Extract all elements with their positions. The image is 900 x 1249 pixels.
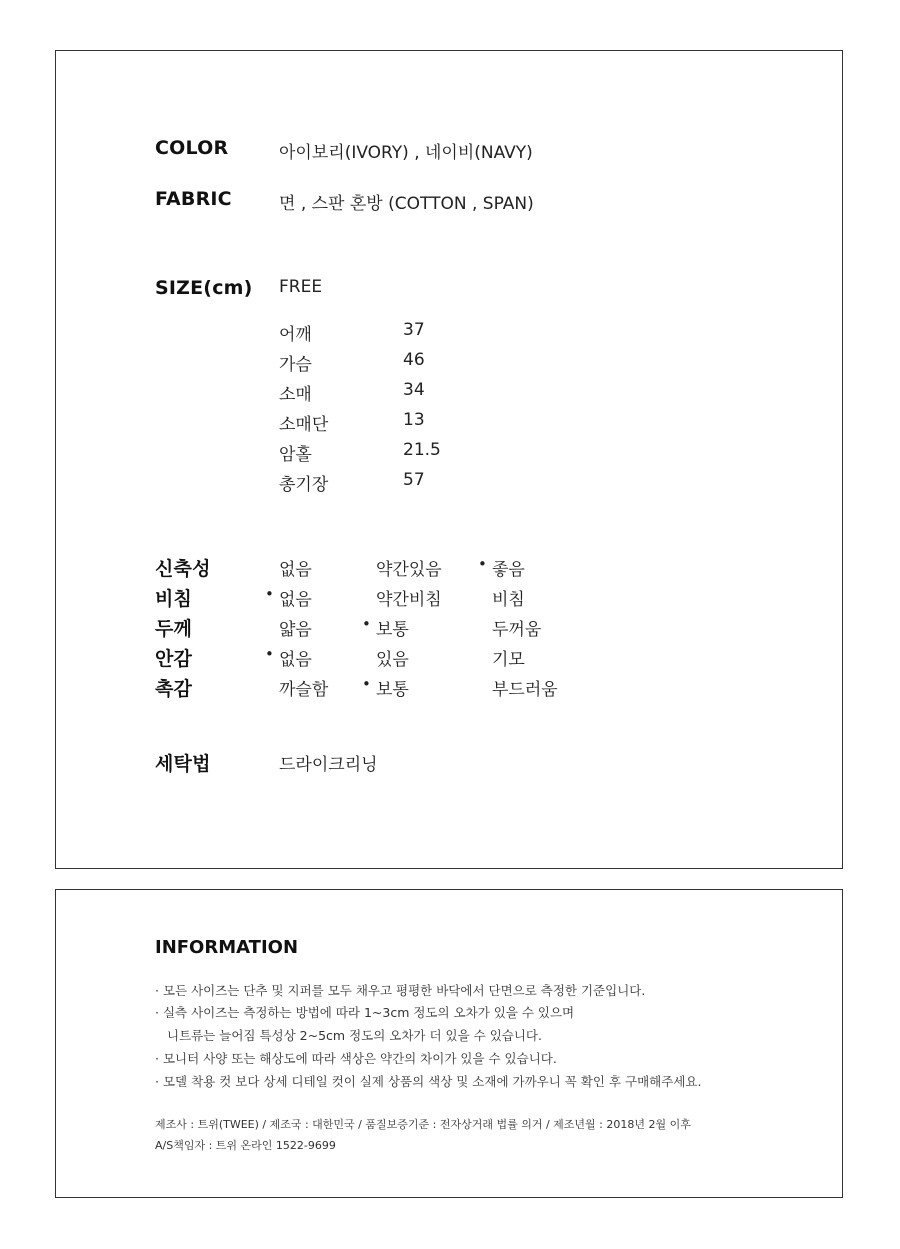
information-note: · 실측 사이즈는 측정하는 방법에 따라 1~3cm 정도의 오차가 있을 수 있으며 — [155, 1005, 575, 1020]
property-label: 비침 — [155, 588, 193, 610]
property-option: 비침 — [492, 590, 525, 610]
property-option: 까슬함 — [279, 680, 329, 700]
selected-bullet-icon: • — [362, 675, 371, 693]
property-option: 약간있음 — [376, 560, 442, 580]
size-row-value: 37 — [403, 320, 425, 340]
size-row-value: 21.5 — [403, 440, 441, 460]
size-row-name: 암홀 — [279, 445, 312, 465]
washing-label: 세탁법 — [155, 753, 211, 775]
selected-bullet-icon: • — [265, 645, 274, 663]
as-contact-info: A/S책임자 : 트위 온라인 1522-9699 — [155, 1139, 336, 1152]
information-box — [55, 889, 843, 1198]
product-spec-box — [55, 50, 843, 869]
information-note: · 모니터 사양 또는 해상도에 따라 색상은 약간의 차이가 있을 수 있습니다. — [155, 1051, 557, 1066]
information-note: · 모든 사이즈는 단추 및 지퍼를 모두 채우고 평평한 바닥에서 단면으로 측정한 기준입니다. — [155, 983, 646, 998]
size-row-value: 34 — [403, 380, 425, 400]
property-option: • 없음 — [265, 585, 312, 610]
selected-bullet-icon: • — [478, 555, 487, 573]
property-option: 약간비침 — [376, 590, 442, 610]
property-option: • 보통 — [362, 615, 409, 640]
information-title: INFORMATION — [155, 937, 299, 958]
size-row-name: 가슴 — [279, 355, 312, 375]
property-option: 있음 — [376, 650, 409, 670]
size-row-name: 어깨 — [279, 325, 312, 345]
property-option: 두꺼움 — [492, 620, 542, 640]
information-note: · 모델 착용 컷 보다 상세 디테일 컷이 실제 상품의 색상 및 소재에 가까우니 꼭 확인 후 구매해주세요. — [155, 1074, 702, 1089]
selected-bullet-icon: • — [265, 585, 274, 603]
property-label: 촉감 — [155, 678, 193, 700]
property-label: 두께 — [155, 618, 193, 640]
property-option: • 없음 — [265, 645, 312, 670]
property-option: 없음 — [279, 560, 312, 580]
color-label: COLOR — [155, 137, 229, 159]
washing-value: 드라이크리닝 — [279, 755, 378, 775]
fabric-value: 면 , 스판 혼방 (COTTON , SPAN) — [279, 194, 534, 214]
property-label: 안감 — [155, 648, 193, 670]
property-label: 신축성 — [155, 558, 211, 580]
size-row-value: 57 — [403, 470, 425, 490]
property-option: 얇음 — [279, 620, 312, 640]
property-option: • 좋음 — [478, 555, 525, 580]
fabric-label: FABRIC — [155, 188, 232, 210]
property-option: • 보통 — [362, 675, 409, 700]
color-value: 아이보리(IVORY) , 네이비(NAVY) — [279, 143, 533, 163]
size-row-name: 소매단 — [279, 415, 329, 435]
selected-bullet-icon: • — [362, 615, 371, 633]
information-note: 니트류는 늘어짐 특성상 2~5cm 정도의 오차가 더 있을 수 있습니다. — [167, 1028, 542, 1043]
size-value: FREE — [279, 277, 323, 297]
size-row-name: 소매 — [279, 385, 312, 405]
property-option: 부드러움 — [492, 680, 558, 700]
property-option: 기모 — [492, 650, 525, 670]
size-row-name: 총기장 — [279, 475, 329, 495]
size-row-value: 13 — [403, 410, 425, 430]
size-row-value: 46 — [403, 350, 425, 370]
manufacturer-info: 제조사 : 트위(TWEE) / 제조국 : 대한민국 / 품질보증기준 : 전자상거래 법률 의거 / 제조년월 : 2018년 2월 이후 — [155, 1118, 691, 1131]
size-label: SIZE(cm) — [155, 277, 253, 299]
